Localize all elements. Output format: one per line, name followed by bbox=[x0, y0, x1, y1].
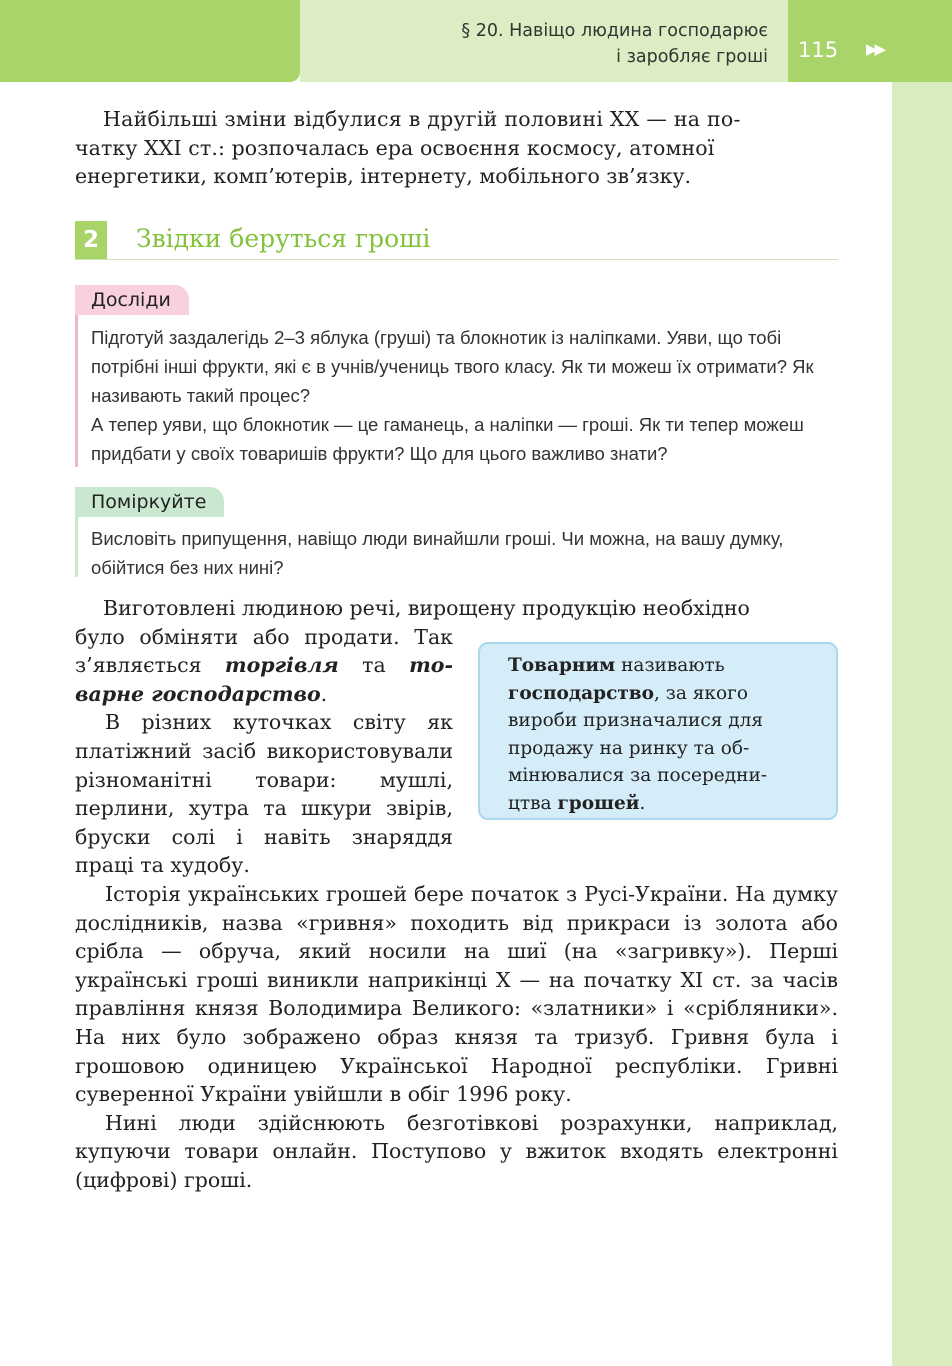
think-paragraph: Висловіть припущення, навіщо люди винайшли гроші. Чи можна, на вашу думку, обійтися без них нині? bbox=[91, 528, 784, 578]
explore-paragraph-2: А тепер уяви, що блокнотик — це гаманець, а наліпки — гроші. Як ти тепер можеш придбати у своїх товаришів фрукти? Що для цього важливо знати? bbox=[91, 414, 804, 464]
header-left-band bbox=[0, 0, 300, 82]
trade-paragraph bbox=[75, 623, 453, 880]
explore-tag: Досліди bbox=[75, 285, 189, 315]
intro-paragraph bbox=[75, 105, 838, 191]
think-task bbox=[91, 524, 839, 582]
intro-line-2: чатку XXI ст.: розпочалась ера освоєння космосу, атомної bbox=[75, 135, 715, 160]
term-commodity-economy: товарне господарство bbox=[75, 653, 453, 706]
section-title: Звідки беруться гроші bbox=[136, 224, 431, 253]
intro-line-3: енергетики, комп’ютерів, інтернету, мобільного зв’язку. bbox=[75, 164, 692, 189]
term-trade: торгівля bbox=[224, 653, 339, 678]
trade-line-1: Виготовлені людиною речі, вирощену продукцію необхідно bbox=[103, 596, 750, 620]
page-number: 115 bbox=[798, 38, 839, 62]
chapter-title-line2: і заробляє гроші bbox=[616, 47, 768, 67]
section-divider bbox=[75, 259, 838, 260]
definition-text-1: називають bbox=[615, 655, 725, 676]
definition-box bbox=[478, 642, 838, 820]
explore-paragraph-1: Підготуй заздалегідь 2–3 яблука (груші) та блокнотик із наліпками. Уяви, що тобі потрібні інші фрукти, які є в учнів/учениць твого класу. Як ти можеш їх отримати? Як називають такий процес? bbox=[91, 327, 814, 406]
double-right-arrow-icon: ▶▶ bbox=[866, 40, 884, 58]
history-paragraphs bbox=[75, 880, 838, 1195]
definition-line-4: продажу на ринку та об- bbox=[508, 737, 750, 759]
trade-end: . bbox=[320, 681, 328, 706]
chapter-title bbox=[308, 18, 768, 70]
definition-line-3: вироби призначалися для bbox=[508, 710, 764, 731]
definition-text-2: , за якого bbox=[654, 682, 748, 704]
definition-term-1: Товарним bbox=[508, 655, 616, 676]
trade-first-line bbox=[75, 594, 838, 623]
explore-task bbox=[91, 323, 839, 468]
definition-text-6: цтва bbox=[508, 792, 558, 814]
definition-line-5: мінювалися за посередни- bbox=[508, 765, 768, 786]
goods-paragraph: В різних куточках світу як платіжний засіб використовували різноманітні товари: мушлі, перлини, хутра та шкури звірів, бруски солі і навіть знаряддя праці та худобу. bbox=[75, 710, 453, 878]
trade-text: було обміняти або продати. Так з’являється bbox=[75, 624, 453, 678]
definition-term-2: господарство bbox=[508, 682, 654, 704]
section-number-badge: 2 bbox=[75, 221, 107, 259]
trade-connector: та bbox=[338, 653, 410, 678]
history-paragraph: Історія українських грошей бере початок з Русі-України. На думку дослідників, назва «гривня» походить від прикраси із золота або срібла — обруча, який носили на шиї (на «загривку»). Перші українські гроші виникли наприкінці Х — на початку XI ст. за часів правління князя Володимира Великого: «златники» і «срібляники». На них було зображено образ князя та тризуб. Гривня була і грошовою одиницею Української Народної республіки. Гривні суверенної України увійшли в обіг 1996 року. bbox=[75, 882, 838, 1107]
think-tag: Поміркуйте bbox=[75, 487, 224, 517]
definition-end: . bbox=[639, 792, 646, 814]
think-bar bbox=[75, 517, 78, 577]
intro-line-1: Найбільші зміни відбулися в другій половині ХХ — на по- bbox=[103, 107, 741, 131]
explore-bar bbox=[75, 315, 78, 467]
digital-money-paragraph: Нині люди здійснюють безготівкові розрахунки, наприклад, купуючи товари онлайн. Поступово у вжиток входять електронні (цифрові) гроші. bbox=[75, 1110, 838, 1192]
side-strip bbox=[892, 82, 952, 1366]
definition-term-3: грошей bbox=[557, 792, 640, 814]
chapter-title-line1: § 20. Навіщо людина господарює bbox=[461, 21, 768, 41]
trade-paragraph-rest bbox=[75, 623, 453, 709]
